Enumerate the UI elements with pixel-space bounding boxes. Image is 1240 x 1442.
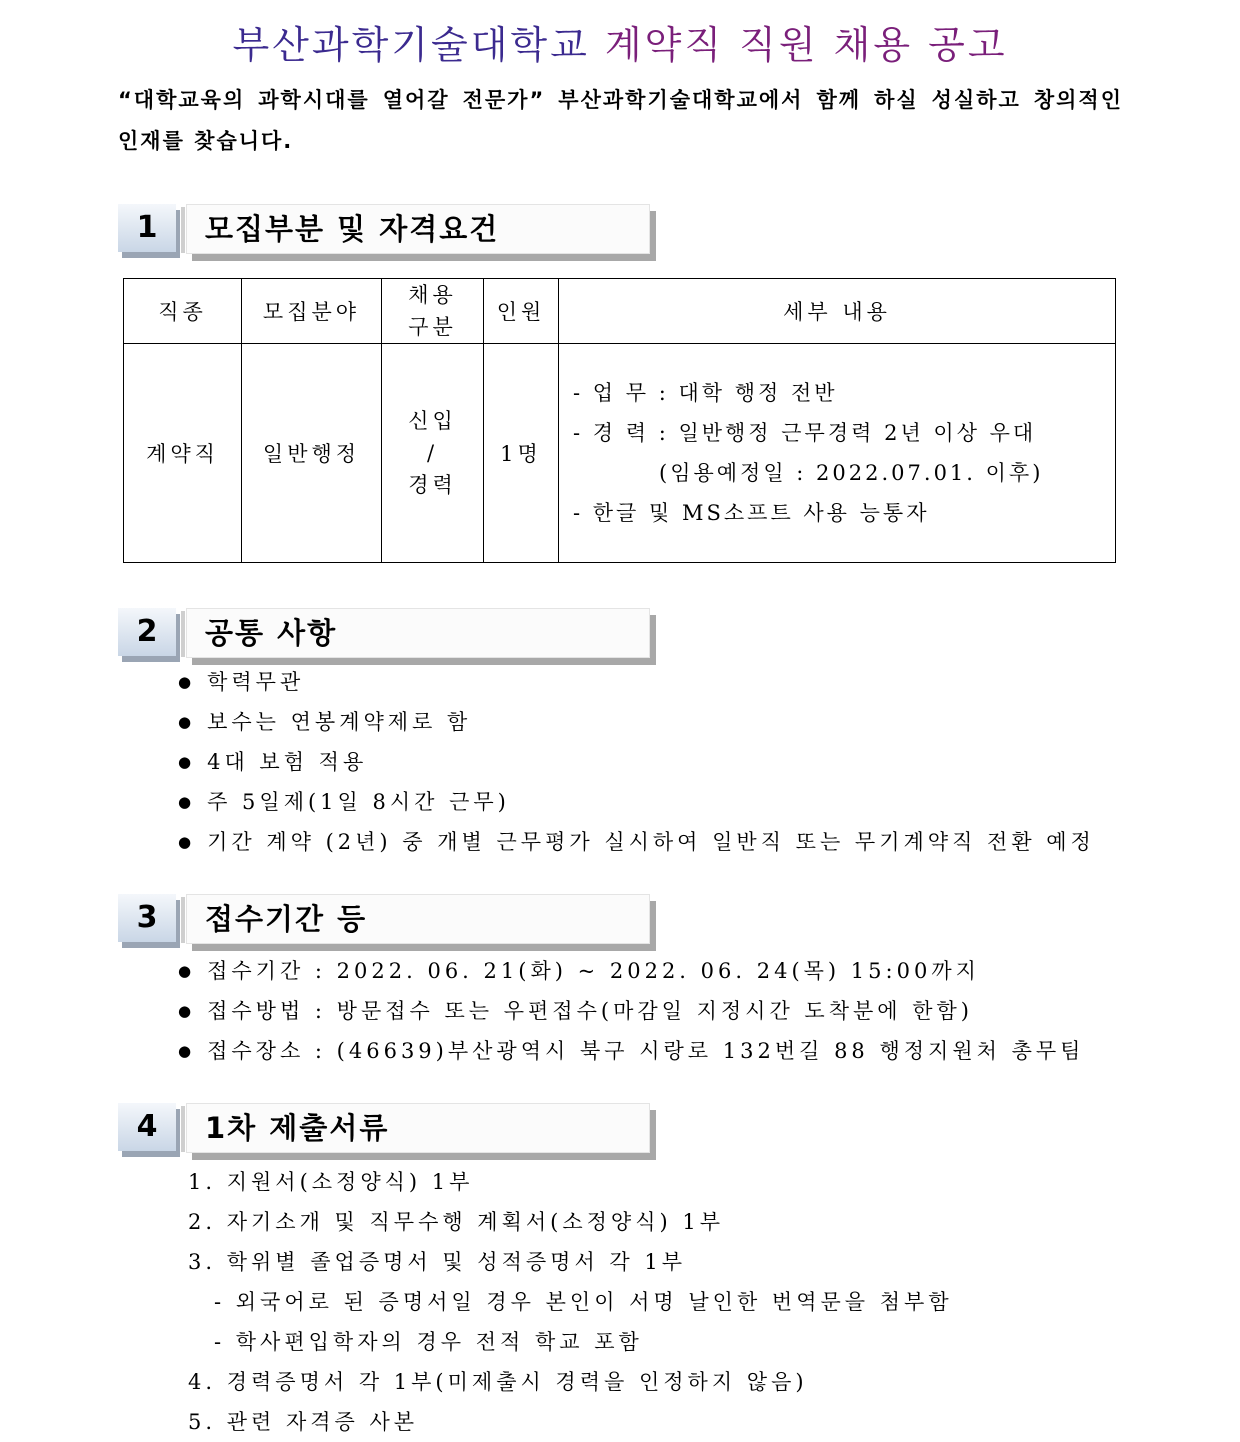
- list-item: ● 기간 계약 (2년) 중 개별 근무평가 실시하여 일반직 또는 무기계약직 전환 예정: [178, 822, 1095, 862]
- section-title: 1차 제출서류: [205, 1111, 390, 1145]
- list-item: ● 주 5일제(1일 8시간 근무): [178, 782, 1095, 822]
- detail-line: - 업 무 : 대학 행정 전반: [573, 381, 838, 405]
- cell-detail: [559, 344, 1116, 563]
- section-3-header: [118, 894, 658, 956]
- header-field: 모집분야: [242, 279, 382, 344]
- cell-job-type: 계약직: [124, 344, 242, 563]
- cell-field: 일반행정: [242, 344, 382, 563]
- header-count: 인원: [484, 279, 559, 344]
- cell-count: 1명: [484, 344, 559, 563]
- section-4-header: [118, 1103, 658, 1165]
- cell-hire-type-line1: 신입: [408, 409, 457, 433]
- list-item: ● 접수기간 : 2022. 06. 21(화) ~ 2022. 06. 24(목) 15:00까지: [178, 951, 1084, 991]
- list-item: 1. 지원서(소정양식) 1부: [188, 1170, 474, 1194]
- header-hire-type: [382, 279, 484, 344]
- header-hire-type-line2: 구분: [408, 315, 457, 339]
- table-header-row: [124, 279, 1116, 344]
- section-title-bar: [186, 204, 650, 254]
- requirements-table: [123, 278, 1116, 563]
- cell-hire-type-line2: /: [426, 441, 439, 465]
- list-item: 3. 학위별 졸업증명서 및 성적증명서 각 1부: [188, 1250, 687, 1274]
- list-item: ● 보수는 연봉계약제로 함: [178, 702, 1095, 742]
- section-title: 공통 사항: [205, 616, 338, 650]
- intro-text: “대학교육의 과학시대를 열어갈 전문가” 부산과학기술대학교에서 함께 하실 성실하고 창의적인 인재를 찾습니다.: [118, 88, 1123, 153]
- list-item: 5. 관련 자격증 사본: [188, 1410, 419, 1434]
- section-2-header: [118, 608, 658, 670]
- detail-line: - 경 력 : 일반행정 근무경력 2년 이상 우대: [573, 421, 1037, 445]
- list-item: ● 접수장소 : (46639)부산광역시 북구 시랑로 132번길 88 행정지원처 총무팀: [178, 1031, 1084, 1071]
- cell-hire-type: [382, 344, 484, 563]
- table-row: [124, 344, 1116, 563]
- section-title-bar: [186, 1103, 650, 1153]
- common-list: [178, 662, 1095, 862]
- section-title-bar: [186, 894, 650, 944]
- section-title: 모집부분 및 자격요건: [205, 212, 500, 246]
- list-subitem: - 외국어로 된 증명서일 경우 본인이 서명 날인한 번역문을 첨부함: [214, 1290, 953, 1314]
- detail-line: - 한글 및 MS소프트 사용 능통자: [573, 501, 930, 525]
- section-number: 4: [118, 1103, 176, 1151]
- list-item: 2. 자기소개 및 직무수행 계획서(소정양식) 1부: [188, 1210, 725, 1234]
- cell-hire-type-line3: 경력: [408, 473, 457, 497]
- list-item: 4. 경력증명서 각 1부(미제출시 경력을 인정하지 않음): [188, 1370, 808, 1394]
- title-posting: 계약직 직원 채용 공고: [604, 23, 1008, 67]
- detail-line: (임용예정일 : 2022.07.01. 이후): [659, 461, 1044, 485]
- page-title: [0, 14, 1240, 69]
- section-number: 3: [118, 894, 176, 942]
- list-item: ● 학력무관: [178, 662, 1095, 702]
- section-title-bar: [186, 608, 650, 658]
- header-hire-type-line1: 채용: [408, 283, 457, 307]
- list-item: ● 4대 보험 적용: [178, 742, 1095, 782]
- section-1-header: [118, 204, 658, 266]
- documents-list: [188, 1162, 953, 1442]
- section-number: 1: [118, 204, 176, 252]
- section-number: 2: [118, 608, 176, 656]
- section-title: 접수기간 등: [205, 902, 368, 936]
- header-job-type: 직종: [124, 279, 242, 344]
- list-item: ● 접수방법 : 방문접수 또는 우편접수(마감일 지정시간 도착분에 한함): [178, 991, 1084, 1031]
- header-detail: 세부 내용: [559, 279, 1116, 344]
- title-university: 부산과학기술대학교: [232, 23, 590, 67]
- list-subitem: - 학사편입학자의 경우 전적 학교 포함: [214, 1330, 643, 1354]
- reception-list: [178, 951, 1084, 1071]
